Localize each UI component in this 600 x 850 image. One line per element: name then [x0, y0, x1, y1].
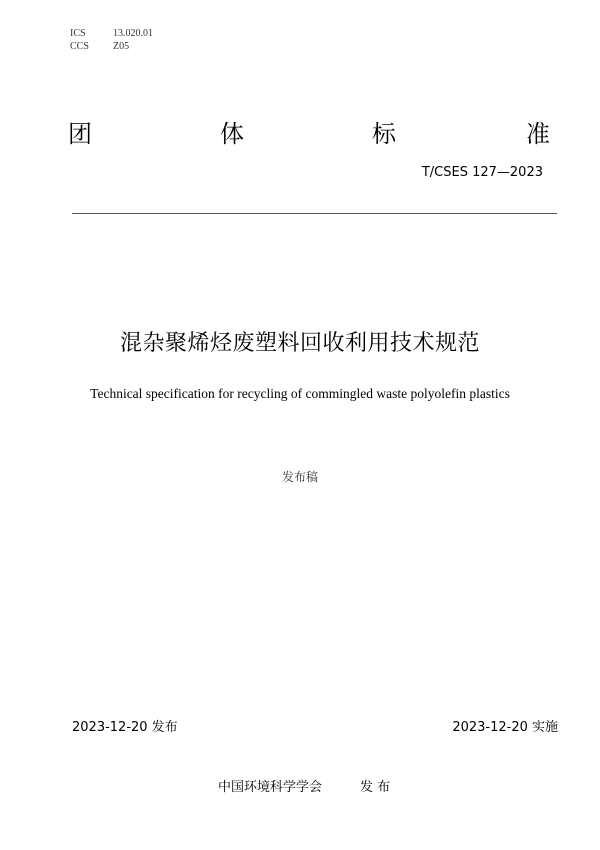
- ics-label: ICS: [70, 28, 86, 39]
- title-cn: 混杂聚烯烃废塑料回收利用技术规范: [119, 331, 480, 356]
- publisher: 中国环境科学学会: [218, 780, 323, 795]
- standard-number: T/CSES 127—2023: [421, 165, 543, 180]
- header-char: 团: [68, 120, 92, 148]
- divider: [72, 213, 557, 214]
- ccs-label: CCS: [70, 41, 89, 52]
- ics-value: 13.020.01: [113, 28, 153, 39]
- header-char: 体: [220, 120, 244, 148]
- publish-word: 发 布: [360, 780, 391, 795]
- implement-date: 2023-12-20 实施: [452, 720, 558, 735]
- ccs-value: Z05: [113, 41, 130, 52]
- title-en: Technical specification for recycling of commingled waste polyolefin plastics: [90, 386, 510, 401]
- draft-status: 发布稿: [281, 470, 318, 484]
- header-char: 准: [526, 120, 550, 148]
- header-char: 标: [372, 120, 396, 148]
- publish-date: 2023-12-20 发布: [72, 720, 178, 735]
